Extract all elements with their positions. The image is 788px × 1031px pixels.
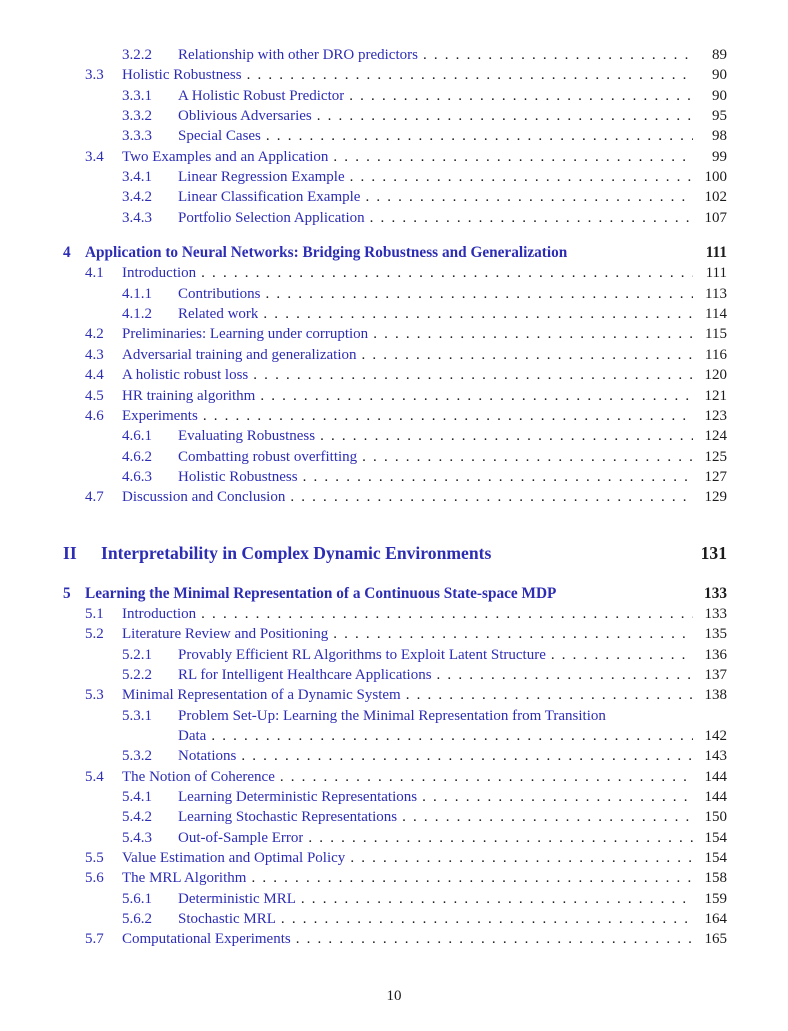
toc-entry-page: 90 xyxy=(712,67,727,84)
toc-entry-3.4.3[interactable] xyxy=(63,208,727,228)
toc-entry-number: 3.3.3 xyxy=(122,128,152,145)
toc-entry-page: 159 xyxy=(704,890,727,907)
toc-entry-title: Related work xyxy=(178,306,259,323)
toc-entry-title: Learning Deterministic Representations xyxy=(178,789,418,805)
toc-entry-title: Stochastic MRL xyxy=(178,911,276,928)
dot-leader xyxy=(432,665,693,685)
toc-entry-number: 5.2.1 xyxy=(122,646,152,663)
dot-leader xyxy=(255,386,693,406)
toc-entry-number: 3.4 xyxy=(85,148,104,165)
toc-entry-page: 154 xyxy=(704,829,727,846)
toc-entry-title: Discussion and Conclusion xyxy=(122,489,286,506)
toc-entry-number: 4.2 xyxy=(85,326,104,343)
toc-entry-page: 98 xyxy=(712,128,727,145)
toc-entry-page: 99 xyxy=(712,148,727,165)
toc-entry-number: 4.6.1 xyxy=(122,428,152,445)
toc-entry-4.1.2[interactable] xyxy=(63,304,727,324)
toc-entry-title: Deterministic MRL xyxy=(178,890,296,907)
dot-leader xyxy=(328,147,693,167)
toc-entry-title: Data xyxy=(178,727,207,744)
toc-entry-4.6.2[interactable] xyxy=(63,447,727,467)
toc-entry-title: Oblivious Adversaries xyxy=(178,108,312,125)
dot-leader xyxy=(285,487,693,507)
toc-entry-number: 4.7 xyxy=(85,489,104,506)
toc-entry-number: 5.6 xyxy=(85,870,104,887)
page-footer xyxy=(0,986,788,1006)
toc-entry-number: 3.3 xyxy=(85,67,104,84)
dot-leader xyxy=(236,746,693,766)
toc-entry-5.5[interactable] xyxy=(63,848,727,868)
dot-leader xyxy=(248,365,693,385)
toc-entry-page: 113 xyxy=(705,285,727,302)
toc-entry-page: 154 xyxy=(704,850,727,867)
dot-leader xyxy=(303,828,693,848)
toc-entry-page: 95 xyxy=(712,108,727,125)
toc-entry-page: 120 xyxy=(704,367,727,384)
toc-entry-number: 4.1.2 xyxy=(122,306,152,323)
toc-entry-number: 3.4.2 xyxy=(122,189,152,206)
toc-entry-number: 4.1.1 xyxy=(122,285,152,302)
dot-leader xyxy=(275,767,693,787)
toc-entry-page: 136 xyxy=(704,646,727,663)
dot-leader xyxy=(261,284,693,304)
dot-leader xyxy=(345,167,693,187)
toc-entry-number: 5.3.2 xyxy=(122,748,152,765)
dot-leader xyxy=(276,909,693,929)
dot-leader xyxy=(546,645,693,665)
toc-entry-title: Linear Classification Example xyxy=(178,189,361,206)
toc-entry-title: Application to Neural Networks: Bridging Robustness and Generalization xyxy=(85,244,568,262)
toc-entry-number: 5.4 xyxy=(85,768,104,785)
dot-leader xyxy=(246,868,693,888)
toc-entry-title: Evaluating Robustness xyxy=(178,428,316,445)
dot-leader xyxy=(357,345,694,365)
toc-entry-5.4.3[interactable] xyxy=(63,828,727,848)
dot-leader xyxy=(196,263,693,283)
toc-entry-number: 3.4.3 xyxy=(122,209,152,226)
toc-entry-5.2.1[interactable] xyxy=(63,645,727,665)
dot-leader xyxy=(365,208,693,228)
toc-entry-page: 144 xyxy=(704,789,727,805)
toc-entry-5.2.2[interactable] xyxy=(63,665,727,685)
toc-entry-number: 3.4.1 xyxy=(122,169,152,186)
toc-entry-page: 131 xyxy=(700,542,727,563)
toc-entry-title: Introduction xyxy=(122,605,197,622)
toc-entry-title: Portfolio Selection Application xyxy=(178,209,365,226)
dot-leader xyxy=(368,324,693,344)
toc-entry-title: Learning Stochastic Representations xyxy=(178,809,398,826)
toc-entry-4.7[interactable] xyxy=(63,487,727,507)
toc-entry-page: 142 xyxy=(704,727,727,744)
toc-entry-page: 137 xyxy=(704,666,727,683)
toc-entry-title: Minimal Representation of a Dynamic System xyxy=(122,687,401,704)
toc-entry-number: 5.4.3 xyxy=(122,829,152,846)
toc-entry-page: 111 xyxy=(705,265,727,282)
toc-entry-number: 3.3.1 xyxy=(122,87,152,104)
toc-entry-5.4.2[interactable] xyxy=(63,807,727,827)
toc-entry-3.3[interactable] xyxy=(63,65,727,85)
toc-entry-page: 89 xyxy=(712,47,727,63)
toc-entry-5.4.1[interactable] xyxy=(63,787,727,807)
toc-entry-5.3.2[interactable] xyxy=(63,746,727,766)
toc-entry-4.2[interactable] xyxy=(63,324,727,344)
toc-entry-number: 5.3 xyxy=(85,687,104,704)
toc-entry-number: 4.1 xyxy=(85,265,104,282)
dot-leader xyxy=(418,45,693,65)
toc-entry-number: 3.2.2 xyxy=(122,47,152,63)
dot-leader xyxy=(357,447,693,467)
toc-entry-title: A holistic robust loss xyxy=(122,367,249,384)
toc-entry-page: 135 xyxy=(704,626,727,643)
dot-leader xyxy=(360,187,693,207)
toc-entry-number: 5.4.1 xyxy=(122,789,152,805)
toc-entry-title: Linear Regression Example xyxy=(178,169,345,186)
toc-entry-number: 5 xyxy=(63,584,71,602)
toc-entry-title: Contributions xyxy=(178,285,261,302)
toc-entry-title: Adversarial training and generalization xyxy=(122,346,357,363)
toc-entry-number: 4.6.2 xyxy=(122,448,152,465)
toc-entry-title: Two Examples and an Application xyxy=(122,148,329,165)
toc-entry-title: The Notion of Coherence xyxy=(122,768,275,785)
toc-entry-number: 4.4 xyxy=(85,367,104,384)
toc-entry-page: 90 xyxy=(712,87,727,104)
toc-entry-page: 138 xyxy=(704,687,727,704)
toc-entry-title: HR training algorithm xyxy=(122,387,256,404)
toc-entry-3.4.2[interactable] xyxy=(63,187,727,207)
dot-leader xyxy=(196,604,693,624)
toc-entry-4.6[interactable] xyxy=(63,406,727,426)
footer-page-number: 10 xyxy=(386,988,402,1004)
toc-entry-3.3.3[interactable] xyxy=(63,126,727,146)
toc-entry-3.3.1[interactable] xyxy=(63,86,727,106)
table-of-contents xyxy=(63,45,727,950)
toc-entry-5[interactable] xyxy=(63,584,727,604)
toc-entry-title: Computational Experiments xyxy=(122,931,291,948)
dot-leader xyxy=(401,685,693,705)
toc-entry-page: 114 xyxy=(705,306,727,323)
toc-entry-number: 5.2 xyxy=(85,626,104,643)
toc-entry-title: A Holistic Robust Predictor xyxy=(178,87,345,104)
toc-entry-title: RL for Intelligent Healthcare Applications xyxy=(178,666,432,683)
toc-entry-page: 111 xyxy=(705,244,727,262)
toc-entry-page: 115 xyxy=(705,326,727,343)
toc-entry-title: Out-of-Sample Error xyxy=(178,829,304,846)
dot-leader xyxy=(417,787,693,807)
toc-entry-page: 123 xyxy=(704,407,727,424)
toc-entry-number: 5.6.2 xyxy=(122,911,152,928)
toc-entry-page: 100 xyxy=(704,169,727,186)
dot-leader xyxy=(328,624,693,644)
toc-entry-page: 133 xyxy=(704,584,727,602)
dot-leader xyxy=(344,86,693,106)
toc-entry-page: 121 xyxy=(704,387,727,404)
toc-entry-title: Value Estimation and Optimal Policy xyxy=(122,850,346,867)
toc-entry-page: 164 xyxy=(704,911,727,928)
toc-entry-3.3.2[interactable] xyxy=(63,106,727,126)
toc-entry-number: 5.5 xyxy=(85,850,104,867)
toc-entry-number: II xyxy=(63,542,77,563)
toc-entry-4.5[interactable] xyxy=(63,386,727,406)
toc-entry-page: 102 xyxy=(704,189,727,206)
toc-entry-II[interactable] xyxy=(63,541,727,565)
toc-entry-4.3[interactable] xyxy=(63,345,727,365)
toc-entry-number: 5.7 xyxy=(85,931,104,948)
toc-entry-title: Interpretability in Complex Dynamic Environments xyxy=(101,542,492,563)
toc-entry-4.6.3[interactable] xyxy=(63,467,727,487)
toc-entry-title: Holistic Robustness xyxy=(178,468,298,485)
toc-entry-3.2.2[interactable] xyxy=(63,45,727,65)
toc-entry-3.4[interactable] xyxy=(63,147,727,167)
dot-leader xyxy=(258,304,693,324)
dot-leader xyxy=(397,807,693,827)
toc-entry-5.7[interactable] xyxy=(63,929,727,949)
toc-entry-5.3[interactable] xyxy=(63,685,727,705)
toc-entry-page: 133 xyxy=(704,605,727,622)
toc-entry-3.4.1[interactable] xyxy=(63,167,727,187)
toc-entry-page: 116 xyxy=(705,346,727,363)
toc-entry-4.1[interactable] xyxy=(63,263,727,283)
toc-entry-title: Special Cases xyxy=(178,128,261,145)
toc-entry-page: 144 xyxy=(704,768,727,785)
toc-entry-page: 125 xyxy=(704,448,727,465)
toc-entry-number: 5.6.1 xyxy=(122,890,152,907)
toc-entry-number: 5.2.2 xyxy=(122,666,152,683)
toc-entry-page: 124 xyxy=(704,428,727,445)
toc-entry-title: Experiments xyxy=(122,407,198,424)
toc-entry-5.3.1[interactable] xyxy=(63,706,727,726)
toc-entry-title: Introduction xyxy=(122,265,197,282)
toc-entry-4.4[interactable] xyxy=(63,365,727,385)
toc-entry-title: Combatting robust overfitting xyxy=(178,448,358,465)
dot-leader xyxy=(198,406,693,426)
toc-entry-number: 5.3.1 xyxy=(122,707,152,724)
toc-entry-number: 5.1 xyxy=(85,605,104,622)
dot-leader xyxy=(315,426,693,446)
toc-entry-page: 127 xyxy=(704,468,727,485)
toc-entry-number: 4.6 xyxy=(85,407,104,424)
toc-entry-page: 143 xyxy=(704,748,727,765)
toc-entry-5.6[interactable] xyxy=(63,868,727,888)
dot-leader xyxy=(345,848,693,868)
toc-entry-title: Preliminaries: Learning under corruption xyxy=(122,326,369,343)
toc-entry-5.6.2[interactable] xyxy=(63,909,727,929)
toc-entry-title: Learning the Minimal Representation of a Continuous State-space MDP xyxy=(85,584,557,602)
toc-entry-number: 4 xyxy=(63,244,71,262)
toc-entry-page: 129 xyxy=(704,489,727,506)
toc-entry-title: Provably Efficient RL Algorithms to Exploit Latent Structure xyxy=(178,646,546,663)
toc-entry-title: Notations xyxy=(178,748,237,765)
toc-entry-5.2[interactable] xyxy=(63,624,727,644)
toc-entry-5.4[interactable] xyxy=(63,767,727,787)
toc-entry-page: 158 xyxy=(704,870,727,887)
toc-entry-number: 4.3 xyxy=(85,346,104,363)
toc-entry-page: 107 xyxy=(704,209,727,226)
toc-entry-5.6.1[interactable] xyxy=(63,889,727,909)
dot-leader xyxy=(291,929,693,949)
dot-leader xyxy=(206,726,693,746)
toc-entry-title: Holistic Robustness xyxy=(122,67,242,84)
toc-entry-number: 3.3.2 xyxy=(122,108,152,125)
toc-entry-number: 4.6.3 xyxy=(122,468,152,485)
toc-entry-title: Literature Review and Positioning xyxy=(122,626,329,643)
toc-entry-4[interactable] xyxy=(63,243,727,263)
dot-leader xyxy=(296,889,693,909)
toc-entry-5.3.1-line2[interactable] xyxy=(63,726,727,746)
toc-entry-page: 165 xyxy=(704,931,727,948)
toc-entry-5.1[interactable] xyxy=(63,604,727,624)
dot-leader xyxy=(298,467,693,487)
toc-entry-title: The MRL Algorithm xyxy=(122,870,247,887)
toc-entry-title: Problem Set-Up: Learning the Minimal Representation from Transition xyxy=(178,707,606,724)
toc-entry-number: 5.4.2 xyxy=(122,809,152,826)
toc-entry-number: 4.5 xyxy=(85,387,104,404)
toc-entry-4.6.1[interactable] xyxy=(63,426,727,446)
dot-leader xyxy=(312,106,693,126)
toc-entry-4.1.1[interactable] xyxy=(63,284,727,304)
dot-leader xyxy=(242,65,693,85)
toc-entry-title: Relationship with other DRO predictors xyxy=(178,47,418,63)
toc-entry-page: 150 xyxy=(704,809,727,826)
dot-leader xyxy=(261,126,693,146)
